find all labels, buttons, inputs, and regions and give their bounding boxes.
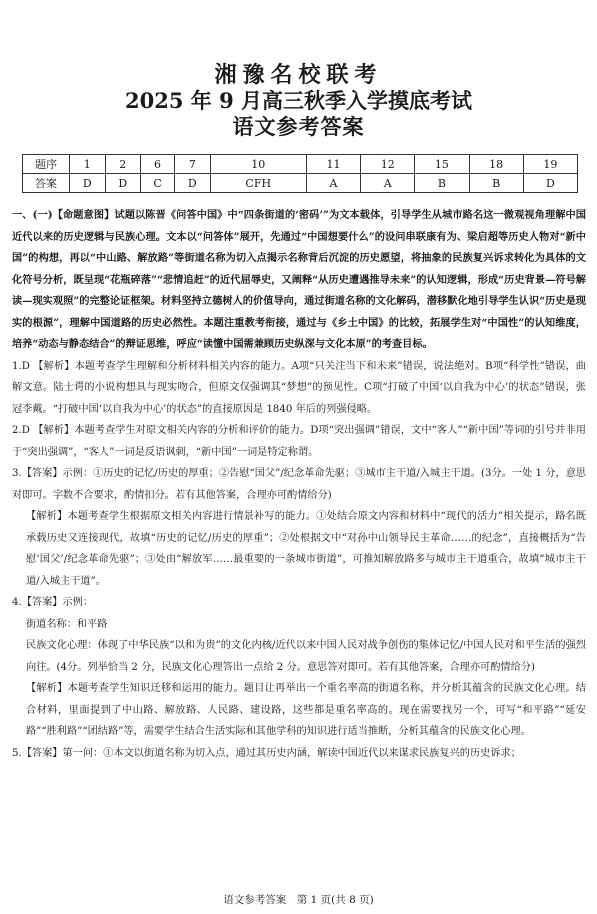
question-number-cell: 7 xyxy=(175,155,211,174)
question-number-cell: 6 xyxy=(141,155,175,174)
row-label-question: 题序 xyxy=(23,155,70,174)
question-number-cell: 15 xyxy=(415,155,469,174)
question-number-row xyxy=(23,155,578,174)
design-intent-paragraph: 一、(一)【命题意图】试题以陈晋《问答中国》中“四条街道的‘密码’”为文本载体，引导学生从城市路名这一微观视角理解中国近代以来的历史逻辑与民族心理。文本以“问答体”展开，先通过“中国想要什么”的设问串联康有为、梁启超等历史人物对“新中国”的构想，再以“中山路、解放路”等街道名称为切入点揭示名称背后沉淀的历史愿望，将抽象的民族复兴诉求转化为具体的文化符号分析，既呈现“花瓶碎落”“悲情追赶”的近代屈辱史，又阐释“从历史遭遇推导未来”的认知逻辑，形成“历史背景—符号解读—现实观照”的完整论证框架。材料坚持立德树人的价值导向，通过街道名称的文化解码，潜移默化地引导学生认识“历史是现实的根源”，理解中国道路的历史必然性。本题注重教考衔接，通过与《乡土中国》的比较，拓展学生对“中国性”的认知维度，培养“动态与静态结合”的辩证思维，呼应“读懂中国需兼顾历史纵深与文化本原”的考查目标。 xyxy=(12,209,586,350)
exam-union-title: 湘豫名校联考 xyxy=(214,62,383,88)
question-4-explanation: 【解析】本题考查学生知识迁移和运用的能力。题目让再举出一个重名率高的街道名称，并分析其蕴含的民族文化心理。结合材料，里面提到了中山路、解放路、人民路、建设路，这些都是重名率高的。现在需要找另一个，可写“和平路”“延安路”“胜利路”“团结路”等，需要学生结合生活实际和其他学科的知识进行适当推断，分析其蕴含的民族文化心理。 xyxy=(26,683,586,737)
question-number-cell: 2 xyxy=(105,155,141,174)
question-number-cell: 10 xyxy=(210,155,306,174)
answer-cell: D xyxy=(523,174,577,193)
answer-table xyxy=(22,154,578,193)
answer-row xyxy=(23,174,578,193)
answer-cell: B xyxy=(469,174,523,193)
question-number-cell: 12 xyxy=(361,155,415,174)
question-number-cell: 18 xyxy=(469,155,523,174)
question-4-answer-heading: 4.【答案】示例： xyxy=(12,597,94,608)
answer-cell: D xyxy=(70,174,106,193)
question-4-cultural-psychology: 民族文化心理：体现了中华民族“以和为贵”的文化内核/近代以来中国人民对战争创伤的集体记忆/中国人民对和平生活的强烈向往。(4分。列举恰当 2 分，民族文化心理答出一点给 2 分。意思答对即可。若有其他答案，合理亦可酌情给分) xyxy=(26,640,586,673)
title-block xyxy=(0,62,597,140)
answer-cell: CFH xyxy=(210,174,306,193)
question-1-explanation: 1.D 【解析】本题考查学生理解和分析材料相关内容的能力。A项“只关注当下和未来”错误，说法绝对。B项“科学性”错误，曲解文意。陆士谔的小说构想具与现实吻合，但原文仅强调其“梦想”的预见性。C项“打破了中国‘以自我为中心’的状态”错误，张冠李戴。“打破中国‘以自我为中心’的状态”的直接原因是 1840 年后的列强侵略。 xyxy=(12,360,586,415)
answer-cell: C xyxy=(141,174,175,193)
answer-cell: B xyxy=(415,174,469,193)
page-footer: 语文参考答案 第 1 页(共 8 页) xyxy=(223,894,374,906)
answer-key-title: 语文参考答案 xyxy=(232,114,365,139)
question-number-cell: 1 xyxy=(70,155,106,174)
question-3-answer: 3.【答案】示例：①历史的记忆/历史的厚重；②告慰“国父”/纪念革命先驱；③城市主干道/入城主干道。(3分。一处 1 分，意思对即可。字数不合要求，酌情扣分。若有其他答案，合理亦可酌情给分) xyxy=(12,468,586,501)
answer-cell: D xyxy=(105,174,141,193)
answer-cell: A xyxy=(306,174,360,193)
question-number-cell: 19 xyxy=(523,155,577,174)
exam-name-title: 2025 年 9 月高三秋季入学摸底考试 xyxy=(125,88,472,113)
answer-content xyxy=(12,205,586,764)
answer-cell: D xyxy=(175,174,211,193)
question-3-explanation: 【解析】本题考查学生根据原文相关内容进行情景补写的能力。①处结合原文内容和材料中“现代的活力”相关提示，路名既承载历史又连接现代，故填“历史的记忆/历史的厚重”；②处根据文中“对孙中山领导民主革命……的纪念”，直接概括为“告慰‘国父’/纪念革命先驱”；③处由“解放军……最重要的一条城市街道”，可推知解放路多与城市主干道重合，故填“城市主干道/入城主干道”。 xyxy=(26,511,586,587)
answer-cell: A xyxy=(361,174,415,193)
question-5-answer: 5.【答案】第一问：①本文以街道名称为切入点，通过其历史内涵，解读中国近代以来谋求民族复兴的历史诉求； xyxy=(12,747,521,759)
row-label-answer: 答案 xyxy=(23,174,70,193)
question-2-explanation: 2.D 【解析】本题考查学生对原文相关内容的分析和评价的能力。D项“突出强调”错误，文中“客人”“新中国”等词的引号并非用于“突出强调”，“客人”一词是反语讽刺，“新中国”一词是特定称谓。 xyxy=(12,425,586,458)
question-number-cell: 11 xyxy=(306,155,360,174)
question-4-street-name: 街道名称：和平路 xyxy=(26,618,108,630)
